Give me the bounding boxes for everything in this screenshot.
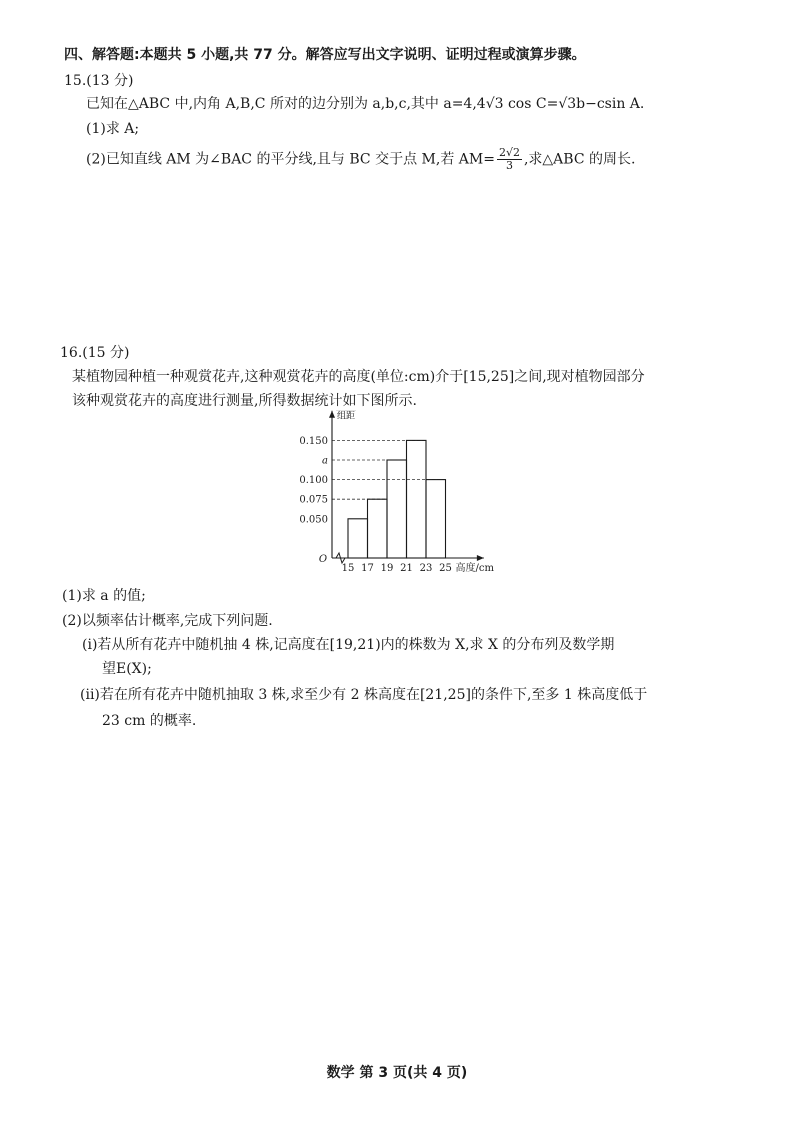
question-16-part-2i-line-2: 望E(X); <box>102 661 152 677</box>
y-tick-label: 0.075 <box>299 494 328 506</box>
question-16-number: 16.(15 分) <box>60 345 130 361</box>
y-tick-label: a <box>322 455 328 467</box>
question-16-part-2ii-line-2: 23 cm 的概率. <box>102 713 197 729</box>
y-tick-label: 0.150 <box>299 435 328 447</box>
y-axis-label-bottom: 组距 <box>336 411 356 422</box>
histogram-bar <box>348 519 368 558</box>
histogram-bar <box>407 440 427 558</box>
y-tick-label: 0.100 <box>299 475 328 487</box>
question-15-part-2-after: ,求△ABC 的周长. <box>523 151 636 168</box>
frequency-histogram <box>290 410 520 580</box>
origin-label: O <box>318 554 328 565</box>
question-15-stem: 已知在△ABC 中,内角 A,B,C 所对的边分别为 a,b,c,其中 a=4,4√3 cos C=√3b−csin A. <box>86 96 645 112</box>
question-15-part-1: (1)求 A; <box>86 121 140 137</box>
x-tick-label: 19 <box>380 563 394 574</box>
x-tick-label: 25 <box>439 563 452 574</box>
am-length-fraction <box>497 147 522 172</box>
y-axis-arrow <box>329 411 335 418</box>
question-15-part-2-before: (2)已知直线 AM 为∠BAC 的平分线,且与 BC 交于点 M,若 AM= <box>86 151 495 168</box>
x-axis-arrow <box>477 555 484 561</box>
histogram-bar <box>368 499 388 558</box>
x-tick-label: 23 <box>419 563 433 574</box>
question-15-part-2 <box>86 147 635 172</box>
y-tick-label: 0.050 <box>299 514 328 526</box>
question-16-stem-line-2: 该种观赏花卉的高度进行测量,所得数据统计如下图所示. <box>72 393 417 409</box>
question-16-part-1: (1)求 a 的值; <box>62 588 146 604</box>
histogram-bar <box>426 480 446 558</box>
question-16-part-2ii-line-1: (ii)若在所有花卉中随机抽取 3 株,求至少有 2 株高度在[21,25]的条件下,至多 1 株高度低于 <box>80 687 648 703</box>
question-16-stem-line-1: 某植物园种植一种观赏花卉,这种观赏花卉的高度(单位:cm)介于[15,25]之间,现对植物园部分 <box>72 369 645 385</box>
question-16-part-2i-line-1: (i)若从所有花卉中随机抽 4 株,记高度在[19,21)内的株数为 X,求 X 的分布列及数学期 <box>82 637 615 653</box>
histogram-bar <box>387 460 407 558</box>
fraction-denominator: 3 <box>505 159 513 172</box>
x-axis-label: 高度/cm <box>455 563 494 574</box>
page-footer: 数学 第 3 页(共 4 页) <box>326 1065 468 1081</box>
fraction-numerator: 2√2 <box>498 146 520 159</box>
question-16-part-2: (2)以频率估计概率,完成下列问题. <box>62 613 273 629</box>
question-15-number: 15.(13 分) <box>64 73 134 89</box>
x-tick-label: 15 <box>341 563 355 574</box>
section-heading: 四、解答题:本题共 5 小题,共 77 分。解答应写出文字说明、证明过程或演算步骤。 <box>64 47 586 63</box>
x-tick-label: 17 <box>361 563 374 574</box>
x-tick-label: 21 <box>400 563 413 574</box>
